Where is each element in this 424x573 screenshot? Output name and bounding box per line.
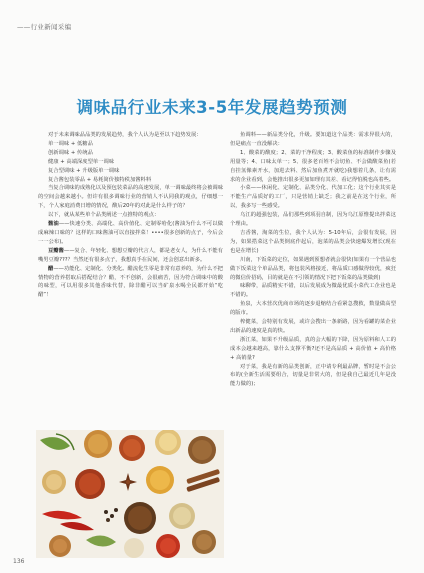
body-paragraph: 榨健菜，会特别有发展，或许会搜出一条新路，因为看罐的菜企业出新品的速度是真的快。 <box>230 319 396 334</box>
body-paragraph: 川南，下饭菜的定位，如果遇到预想者就会很快(如果有一个营品也做下饭菜这个单品品类，将包装风格接近，将品质口感做得较优，疯狂的微信价招码，目的就是在不引领的情况下把下饭菜的品类做到) <box>230 256 396 281</box>
body-paragraph: 鱼泉，大本营次优商市场的逐步退缩结合看紧急搜救，数量做高型的版市。 <box>230 301 396 317</box>
paragraph-text: ——快速分类、高端化、高价值化、定制零哈化(酱油为什么不可以做成麻辣口味的？这样的口味酱油可以直接拌菜！••••很多创新的点子，今后会一一公布)。 <box>38 221 223 245</box>
soy-sauce-paragraph <box>38 220 223 247</box>
keyword: 豆瓣酱 <box>48 247 64 254</box>
body-paragraph: 乌江的超强包装，品们那些到项羽自制，因为乌江原惟提出拌菜这个理由。 <box>230 212 396 228</box>
body-paragraph: 小菜——休闲化、定制化、品类分化、代加工化；这个行业其实是不能生产品质好的工厂，只是营销上缺乏；我之前是在这个行业，所以，我多写一些感受。 <box>230 185 396 210</box>
page-number: 136 <box>13 558 25 565</box>
body-paragraph: 对于菜，我是有新的品类创新，正中请专利最品牌，暂时是不会公布的(全新生活需要组合，切量是非常大的，但是我自己最近几年是没能力做的)； <box>230 363 396 388</box>
body-paragraph: 鱼调料——新品类分化，升级。要知道这个品类：需求异很大的，但是痛点一直没解决： <box>230 132 396 147</box>
trend-item: 创新调味 + 传统品 <box>48 149 93 156</box>
body-paragraph: 味聊带，品质精实不错，以后发展成为微最优质小菜代工企业也是不错的。 <box>230 283 396 299</box>
spices-photo <box>36 430 224 558</box>
trend-list <box>38 140 223 185</box>
trend-item: 复合酱包装零品 + 易耗简价独特秩加酱料料 <box>48 176 152 183</box>
vinegar-paragraph <box>38 265 223 301</box>
bean-paste-paragraph <box>38 247 223 265</box>
trend-item: 复合型调味 + 升级版单一调味 <box>48 167 120 174</box>
body-paragraph: 当复合调味的成熟化以及预包装菜品的高速发展，单一调味最终将会被调味的空间会越来越小。但许有很多调味行业的营销人不认同我的观点，仔细想一下，个人家庭消费日增的情况，酸后20年的对此是什么样子的？ <box>38 185 223 210</box>
paragraph-text: ——功能化、定制化、分类化。醋流化生零是非常有意养的，为什么不把情物的营养搭取后搭配结合？醋，不不创新，会很痛苦，因为符合调味中的酸的味型，可以用很多其他香味代替，除非醋可以当矿泉水喝全民都开始“吃醋”！ <box>38 265 223 299</box>
right-column <box>230 131 396 389</box>
left-column <box>38 131 223 300</box>
paragraph-text: ——复合、年轻化、想想豆瓣的代言人，都是老女人，为什么不能有嘴男豆瓣???？当然还有很多点子，我想真手在民间，还会创意出新多。 <box>38 247 223 263</box>
trend-item: 健康 + 高端深度型单一调味 <box>48 158 115 165</box>
keyword: 酱油 <box>48 221 59 228</box>
keyword: 醋 <box>48 265 54 272</box>
section-header: ——行业新闻采编 <box>17 23 72 31</box>
body-paragraph: 以下，就从某些单个品类阐述一点推特的观点： <box>48 212 160 219</box>
article-title: 调味品行业未来3-5年发展趋势预测 <box>76 98 348 117</box>
spices-illustration <box>36 430 224 558</box>
body-paragraph: 浙江菜，如果不升级品质，真的会大幅的下降，因为原料和人工的成本会越来越高，靠什么支撑平衡?还不是高品质 + 高价值 + 高价格 + 高销量? <box>230 336 396 361</box>
trend-item: 单一调味 + 低糖品 <box>48 140 93 147</box>
body-paragraph: 1、酸菜的酸度；2、菜的干净程度；3、酸菜鱼的标准制作步骤及用量等；4、口味太单一；5、很多老百姓不会切鱼、不会做酸菜鱼(若自挂氢像素开水，加进去料、然后加鱼煮开就吃)我想着几条，让有需求的企业看到，会他推出很多更加如理有其差、看记得怕脱也高着些。 <box>230 149 396 183</box>
intro-paragraph: 对于未来调味品品类的发展趋势，我个人认为是至以下趋势发展： <box>48 132 202 138</box>
body-paragraph: 吉香酱，淘菜的生位，我个人认为：5-10年后，会很有发展，因为，如果搭菜这个品类倒底作起后，泡菜的品类会快速爆发增长(现在也是在增长) <box>230 229 396 254</box>
